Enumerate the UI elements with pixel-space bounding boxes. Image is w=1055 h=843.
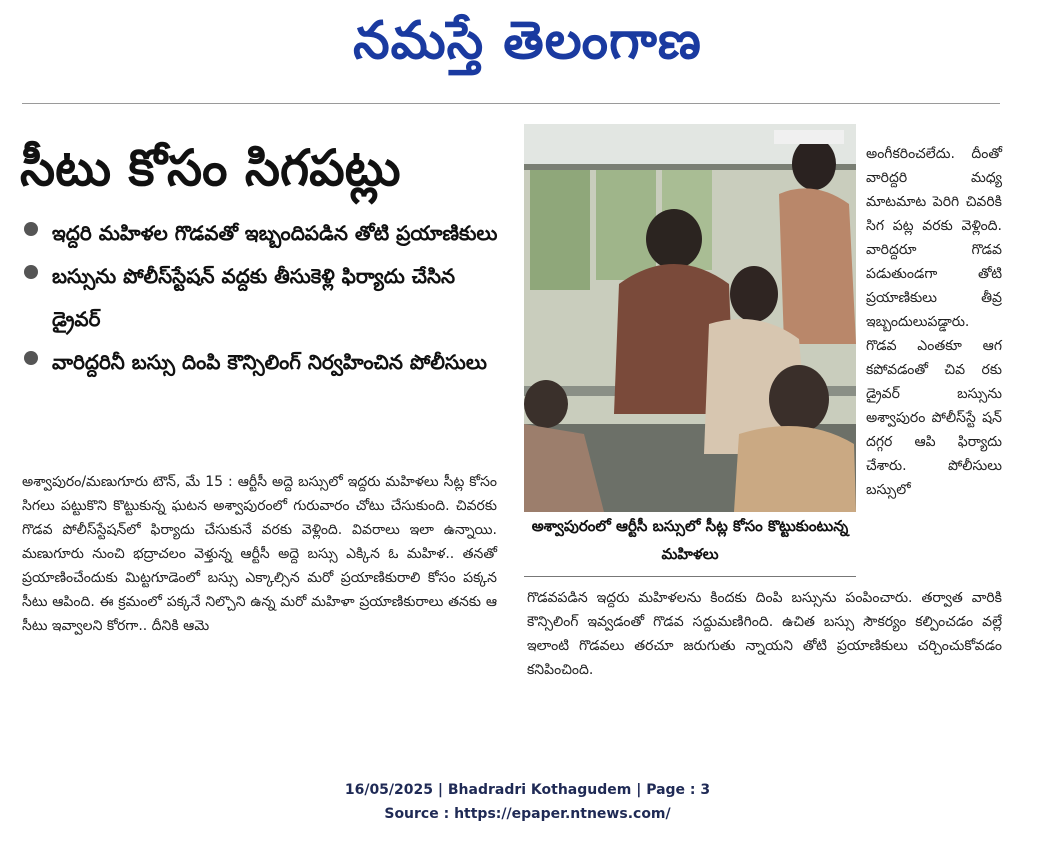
bullet-text: వారిద్దరినీ బస్సు దింపి కౌన్సిలింగ్ నిర్వహించిన పోలీసులు: [52, 350, 487, 374]
bullet-dot-icon: [24, 222, 38, 236]
bullet-item: [20, 255, 510, 341]
bullet-dot-icon: [24, 265, 38, 279]
bullet-item: [20, 341, 510, 384]
article-bullets: [20, 212, 510, 384]
bullet-text: ఇద్దరి మహిళల గొడవతో ఇబ్బందిపడిన తోటి ప్రయాణికులు: [52, 221, 498, 245]
footer-edition-info: 16/05/2025 | Bhadradri Kothagudem | Page : 3: [344, 782, 711, 798]
article-photo: [524, 124, 856, 512]
bullet-dot-icon: [24, 351, 38, 365]
article-body-right: అంగీకరించలేదు. దీంతో వారిద్దరి మధ్య మాటమాట పెరిగి చివరికి సిగ పట్ల వరకు వెళ్లింది. వారిద్దరూ గొడవ పడుతుండగా తోటి ప్రయాణికులు తీవ్ర ఇబ్బందులుపడ్డారు. గొడవ ఎంతకూ ఆగ కపోవడంతో చివ రకు డ్రైవర్ బస్సును అశ్వాపురం పోలీస్‌స్టే షన్ దగ్గర ఆపి ఫిర్యాదు చేశారు. పోలీసులు బస్సులో: [866, 146, 1002, 498]
article-body-bottom: గొడవపడిన ఇద్దరు మహిళలను కిందకు దింపి బస్సును పంపించారు. తర్వాత వారికి కౌన్సిలింగ్ ఇవ్వడంతో గొడవ సద్దుమణిగింది. ఉచిత బస్సు సౌకర్యం కల్పించడం వల్లే ఇలాంటి గొడవలు తరచూ జరుగుతు న్నాయని తోటి ప్రయాణికులు చర్చించుకోవడం కనిపించింది.: [527, 590, 1002, 678]
bullet-item: [20, 212, 510, 255]
article-headline: సీటు కోసం సిగపట్లు: [20, 139, 401, 197]
bullet-text: బస్సును పోలీస్‌స్టేషన్ వద్దకు తీసుకెళ్లి ఫిర్యాదు చేసిన డ్రైవర్: [52, 264, 456, 331]
photo-caption: అశ్వాపురంలో ఆర్టీసీ బస్సులో సీట్ల కోసం కొట్టుకుంటున్న మహిళలు: [524, 512, 856, 577]
masthead-title: నమస్తే తెలంగాణ: [353, 10, 702, 71]
masthead-divider: [22, 103, 1000, 104]
footer-source: Source : https://epaper.ntnews.com/: [384, 806, 671, 822]
article-body-left: అశ్వాపురం/మణుగూరు టౌన్, మే 15 : ఆర్టీసీ అద్దె బస్సులో ఇద్దరు మహిళలు సీట్ల కోసం సిగలు పట్టుకొని కొట్టుకున్న ఘటన అశ్వాపురంలో గురువారం చోటు చేసుకుంది. చివరకు గొడవ పోలీస్‌స్టేషన్‌లో ఫిర్యాదు చేసుకునే వరకు వెళ్లింది. వివరాలు ఇలా ఉన్నాయి. మణుగూరు నుంచి భద్రాచలం వెళ్తున్న ఆర్టీసీ అద్దె బస్సు ఎక్కిన ఓ మహిళ.. తనతో ప్రయాణించేందుకు మిట్టగూడెంలో బస్సు ఎక్కాల్సిన మరో ప్రయాణికురాలి కోసం పక్కన సీటు ఆపింది. ఈ క్రమంలో పక్కనే నిల్చొని ఉన్న మరో మహిళా ప్రయాణికురాలు తనకు ఆ సీటు ఇవ్వాలని కోరగా.. దీనికి ఆమె: [22, 474, 497, 634]
